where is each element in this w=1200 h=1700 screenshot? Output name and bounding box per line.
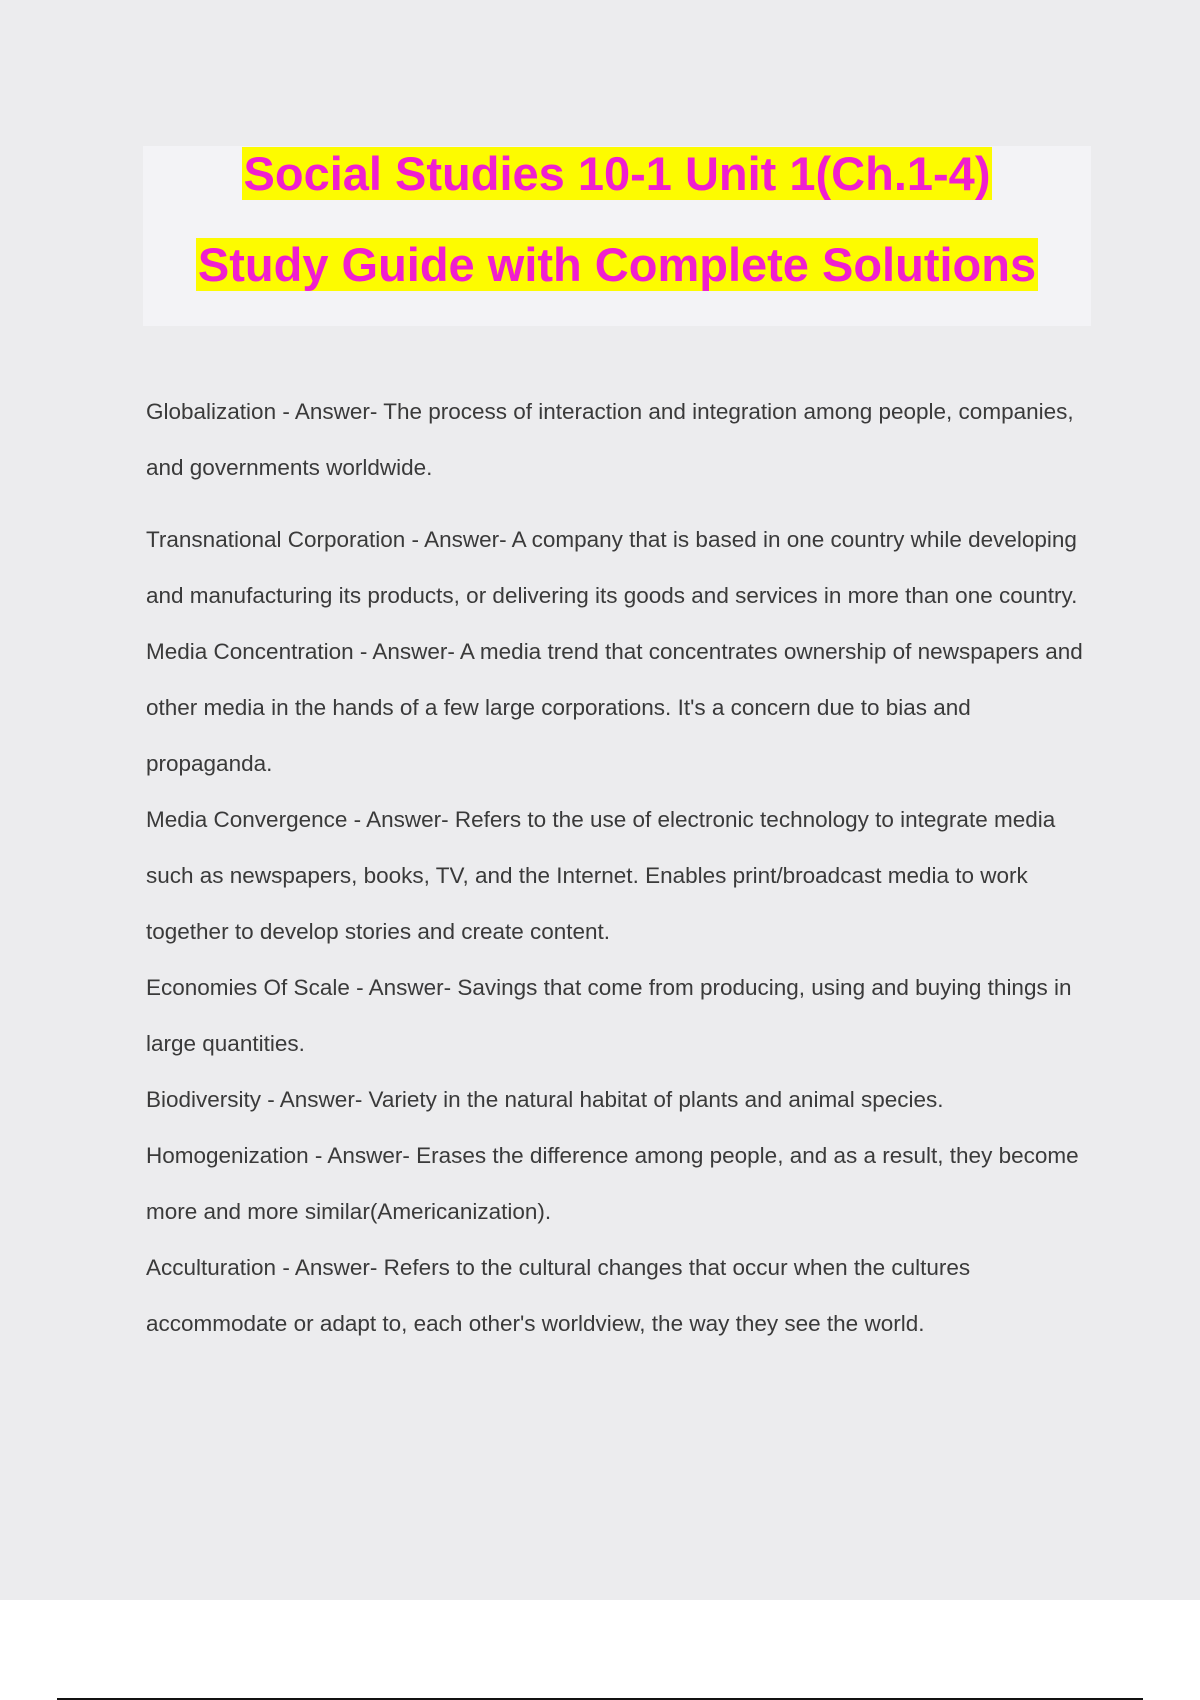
entry-biodiversity: Biodiversity - Answer- Variety in the natural habitat of plants and animal species. bbox=[146, 1087, 944, 1112]
entry-homogenization: Homogenization - Answer- Erases the difference among people, and as a result, they become more and more similar(Americanization). bbox=[146, 1143, 1079, 1224]
entry-transnational-corporation: Transnational Corporation - Answer- A company that is based in one country while developing and manufacturing its products, or delivering its goods and services in more than one country. bbox=[146, 527, 1078, 608]
title-block bbox=[143, 146, 1091, 326]
entry-globalization: Globalization - Answer- The process of interaction and integration among people, companies, and governments worldwide. bbox=[146, 399, 1074, 480]
title-line-1-text: Social Studies 10-1 Unit 1(Ch.1-4) bbox=[243, 147, 991, 200]
entry-media-concentration: Media Concentration - Answer- A media trend that concentrates ownership of newspapers and other media in the hands of a few large corporations. It's a concern due to bias and propaganda. bbox=[146, 639, 1083, 776]
title-line-1 bbox=[143, 146, 1091, 202]
title-line-2-text: Study Guide with Complete Solutions bbox=[197, 238, 1037, 291]
study-guide-content bbox=[146, 384, 1096, 1352]
title-line-2 bbox=[143, 237, 1091, 293]
entry-economies-of-scale: Economies Of Scale - Answer- Savings that come from producing, using and buying things in large quantities. bbox=[146, 975, 1072, 1056]
entry-media-convergence: Media Convergence - Answer- Refers to the use of electronic technology to integrate media such as newspapers, books, TV, and the Internet. Enables print/broadcast media to work together to develop stories and create content. bbox=[146, 807, 1056, 944]
entry-acculturation: Acculturation - Answer- Refers to the cultural changes that occur when the cultures accommodate or adapt to, each other's worldview, the way they see the world. bbox=[146, 1255, 971, 1336]
page-footer bbox=[0, 1600, 1200, 1700]
